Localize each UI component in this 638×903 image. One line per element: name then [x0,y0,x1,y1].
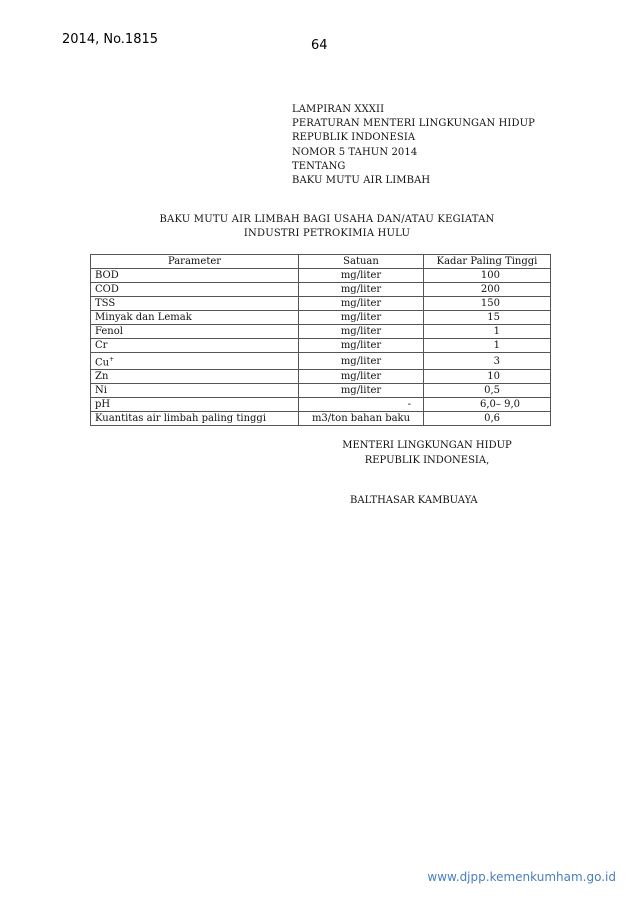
cell-satuan: mg/liter [299,297,424,311]
cell-satuan: mg/liter [299,353,424,370]
effluent-standard-table [90,254,551,426]
attachment-heading [292,103,535,188]
cell-satuan: mg/liter [299,384,424,398]
office-line-2: REPUBLIK INDONESIA, [364,454,490,466]
cell-parameter: Cr [91,339,299,353]
cell-satuan: mg/liter [299,283,424,297]
superscript-mark: + [109,356,115,363]
title-line-1: BAKU MUTU AIR LIMBAH BAGI USAHA DAN/ATAU KEGIATAN [159,214,495,225]
cell-kadar: 15 [424,311,551,325]
table-row [91,339,551,353]
cell-satuan: mg/liter [299,339,424,353]
cell-kadar: 100 [424,269,551,283]
cell-satuan: mg/liter [299,370,424,384]
cell-parameter: COD [91,283,299,297]
table-row [91,398,551,412]
attachment-line: NOMOR 5 TAHUN 2014 [292,146,418,158]
cell-kadar: 0,6 [424,412,551,426]
footer-website-link[interactable]: www.djpp.kemenkumham.go.id [427,870,616,884]
table-row [91,325,551,339]
cell-satuan: mg/liter [299,325,424,339]
cell-kadar: 200 [424,283,551,297]
title-line-2: INDUSTRI PETROKIMIA HULU [243,228,411,239]
gazette-reference: 2014, No.1815 [62,32,159,47]
table-row [91,269,551,283]
cell-parameter: Ni [91,384,299,398]
cell-parameter: Zn [91,370,299,384]
table-row [91,412,551,426]
table-row [91,384,551,398]
cell-kadar: 10 [424,370,551,384]
signer-name: BALTHASAR KAMBUAYA [350,495,478,506]
cell-parameter: Kuantitas air limbah paling tinggi [91,412,299,426]
table-row [91,311,551,325]
signature-office [332,439,522,468]
table-row [91,283,551,297]
office-line-1: MENTERI LINGKUNGAN HIDUP [342,440,512,451]
cell-satuan: mg/liter [299,269,424,283]
header-kadar: Kadar Paling Tinggi [424,255,551,269]
header-satuan: Satuan [299,255,424,269]
table-row [91,297,551,311]
attachment-line: TENTANG [292,160,346,172]
cell-satuan: mg/liter [299,311,424,325]
cell-kadar: 0,5 [424,384,551,398]
parameter-text: Cu [95,357,110,369]
cell-kadar: 1 [424,339,551,353]
cell-satuan: - [299,398,424,412]
table-row [91,370,551,384]
attachment-line: LAMPIRAN XXXII [292,104,385,115]
attachment-line: BAKU MUTU AIR LIMBAH [292,175,431,187]
cell-parameter: pH [91,398,299,412]
document-title [92,213,562,241]
table-header-row [91,255,551,269]
header-parameter: Parameter [91,255,299,269]
cell-kadar: 3 [424,353,551,370]
cell-parameter: Minyak dan Lemak [91,311,299,325]
cell-kadar: 1 [424,325,551,339]
cell-parameter [91,353,299,370]
attachment-line: REPUBLIK INDONESIA [292,132,416,144]
cell-kadar: 6,0– 9,0 [424,398,551,412]
attachment-line: PERATURAN MENTERI LINGKUNGAN HIDUP [292,118,535,130]
cell-parameter: BOD [91,269,299,283]
cell-kadar: 150 [424,297,551,311]
cell-satuan: m3/ton bahan baku [299,412,424,426]
table-row [91,353,551,370]
page-number: 64 [311,38,328,53]
cell-parameter: Fenol [91,325,299,339]
cell-parameter: TSS [91,297,299,311]
